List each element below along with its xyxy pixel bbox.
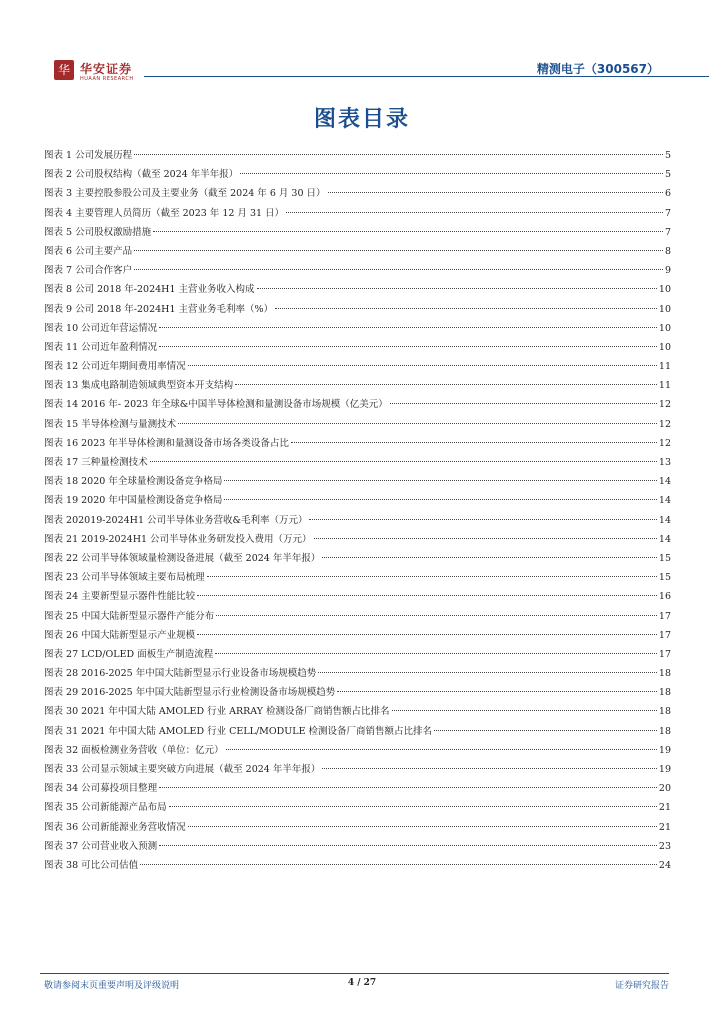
- toc-item-label: 图表 32 面板检测业务营收（单位：亿元）: [44, 744, 224, 756]
- toc-leader-dots: [257, 288, 657, 289]
- toc-leader-dots: [153, 231, 663, 232]
- toc-item[interactable]: [44, 261, 671, 280]
- toc-item-page: 21: [658, 821, 671, 833]
- toc-item-label: 图表 9 公司 2018 年-2024H1 主营业务毛利率（%）: [44, 303, 274, 315]
- toc-item[interactable]: [44, 415, 671, 434]
- toc-leader-dots: [291, 442, 657, 443]
- toc-leader-dots: [159, 845, 657, 846]
- toc-item-page: 18: [658, 706, 671, 718]
- toc-item-page: 16: [658, 591, 671, 603]
- toc-leader-dots: [140, 864, 657, 865]
- toc-item-page: 10: [658, 322, 671, 334]
- toc-item[interactable]: [44, 530, 671, 549]
- toc-item[interactable]: [44, 702, 671, 721]
- toc-item-label: 图表 38 可比公司估值: [44, 859, 139, 871]
- toc-item[interactable]: [44, 837, 671, 856]
- toc-leader-dots: [322, 557, 657, 558]
- toc-leader-dots: [390, 403, 657, 404]
- toc-item[interactable]: [44, 395, 671, 414]
- toc-item-label: 图表 25 中国大陆新型显示器件产能分布: [44, 610, 215, 622]
- toc-item-page: 7: [664, 226, 671, 238]
- toc-item-page: 15: [658, 552, 671, 564]
- toc-item[interactable]: [44, 357, 671, 376]
- toc-item-page: 23: [658, 840, 671, 852]
- toc-item[interactable]: [44, 779, 671, 798]
- toc-leader-dots: [188, 365, 657, 366]
- toc-item-label: 图表 24 主要新型显示器件性能比较: [44, 591, 196, 603]
- toc-leader-dots: [134, 269, 663, 270]
- toc-item[interactable]: [44, 760, 671, 779]
- toc-item[interactable]: [44, 242, 671, 261]
- toc-leader-dots: [314, 538, 657, 539]
- toc-item-page: 10: [658, 284, 671, 296]
- toc-leader-dots: [275, 308, 657, 309]
- toc-leader-dots: [226, 749, 657, 750]
- toc-item-page: 18: [658, 687, 671, 699]
- toc-leader-dots: [215, 653, 657, 654]
- toc-item-page: 19: [658, 744, 671, 756]
- toc-item[interactable]: [44, 856, 671, 875]
- toc-leader-dots: [207, 576, 657, 577]
- toc-item[interactable]: [44, 549, 671, 568]
- toc-leader-dots: [159, 787, 657, 788]
- toc-item[interactable]: [44, 319, 671, 338]
- toc-leader-dots: [134, 250, 663, 251]
- toc-leader-dots: [216, 615, 657, 616]
- toc-item[interactable]: [44, 280, 671, 299]
- toc-item-label: 图表 6 公司主要产品: [44, 245, 133, 257]
- toc-leader-dots: [224, 499, 657, 500]
- toc-leader-dots: [150, 461, 657, 462]
- toc-item-page: 11: [658, 361, 671, 373]
- toc-leader-dots: [235, 384, 657, 385]
- toc-item[interactable]: [44, 511, 671, 530]
- toc-item-label: 图表 33 公司显示领域主要突破方向进展（截至 2024 年半年报）: [44, 764, 321, 775]
- toc-item[interactable]: [44, 626, 671, 645]
- toc-item-page: 14: [658, 533, 671, 545]
- toc-item-page: 6: [664, 188, 671, 200]
- toc-item-page: 12: [658, 418, 671, 430]
- toc-item[interactable]: [44, 146, 671, 165]
- toc-item[interactable]: [44, 798, 671, 817]
- toc-item-label: 图表 11 公司近年盈利情况: [44, 341, 158, 353]
- toc-item-page: 13: [658, 457, 671, 468]
- toc-leader-dots: [159, 346, 657, 347]
- logo-text: 华安证券: [80, 62, 133, 76]
- toc-item-page: 12: [658, 437, 671, 449]
- toc-item-page: 8: [664, 245, 671, 257]
- toc-item-label: 图表 28 2016-2025 年中国大陆新型显示行业设备市场规模趋势: [44, 668, 317, 680]
- toc-item[interactable]: [44, 184, 671, 203]
- toc-item-label: 图表 8 公司 2018 年-2024H1 主营业务收入构成: [44, 284, 255, 296]
- toc-leader-dots: [392, 710, 657, 711]
- toc-item-label: 图表 2 公司股权结构（截至 2024 年半年报）: [44, 169, 239, 181]
- logo-subtext: HUAAN RESEARCH: [80, 76, 134, 82]
- footer-disclaimer: 敬请参阅末页重要声明及评级说明: [44, 981, 180, 991]
- toc-item-page: 20: [658, 783, 671, 795]
- toc-leader-dots: [197, 595, 657, 596]
- toc-item[interactable]: [44, 300, 671, 319]
- toc-item-label: 图表 16 2023 年半导体检测和量测设备市场各类设备占比: [44, 437, 289, 449]
- toc-item-label: 图表 10 公司近年营运情况: [44, 322, 158, 334]
- toc-item-page: 5: [664, 150, 671, 161]
- toc-leader-dots: [318, 672, 657, 673]
- page-title: 图表目录: [313, 107, 410, 132]
- toc-leader-dots: [309, 519, 656, 520]
- toc-item-page: 19: [658, 764, 671, 775]
- toc-item-page: 21: [658, 802, 671, 814]
- footer-divider: [40, 973, 669, 974]
- toc-item[interactable]: [44, 722, 671, 741]
- toc-leader-dots: [322, 768, 657, 769]
- toc-item-label: 图表 19 2020 年中国量检测设备竞争格局: [44, 495, 223, 507]
- toc-item-label: 图表 22 公司半导体领域量检测设备进展（截至 2024 年半年报）: [44, 552, 321, 564]
- toc-leader-dots: [224, 480, 657, 481]
- toc-leader-dots: [159, 327, 657, 328]
- toc-item-label: 图表 1 公司发展历程: [44, 150, 133, 161]
- toc-item-label: 图表 14 2016 年- 2023 年全球&中国半导体检测和量测设备市场规模（亿美元）: [44, 399, 388, 411]
- toc-leader-dots: [169, 806, 657, 807]
- toc-item-page: 17: [658, 610, 671, 622]
- toc-item-label: 图表 35 公司新能源产品布局: [44, 802, 167, 814]
- toc-leader-dots: [328, 192, 663, 193]
- toc-item-label: 图表 26 中国大陆新型显示产业规模: [44, 629, 196, 641]
- toc-item-page: 18: [658, 725, 671, 737]
- toc-item-label: 图表 23 公司半导体领域主要布局梳理: [44, 572, 205, 584]
- toc-item-label: 图表 27 LCD/OLED 面板生产制造流程: [44, 648, 214, 660]
- toc-item-label: 图表 3 主要控股参股公司及主要业务（截至 2024 年 6 月 30 日）: [44, 188, 326, 200]
- toc-item-label: 图表 21 2019-2024H1 公司半导体业务研发投入费用（万元）: [44, 533, 312, 545]
- toc-leader-dots: [434, 730, 657, 731]
- toc-item[interactable]: [44, 587, 671, 606]
- toc-leader-dots: [197, 634, 657, 635]
- toc-item[interactable]: [44, 453, 671, 472]
- toc-item[interactable]: [44, 741, 671, 760]
- toc-item-page: 10: [658, 341, 671, 353]
- toc-item-label: 图表 29 2016-2025 年中国大陆新型显示行业检测设备市场规模趋势: [44, 687, 336, 699]
- toc-item-page: 17: [658, 648, 671, 660]
- toc-item-label: 图表 202019-2024H1 公司半导体业务营收&毛利率（万元）: [44, 514, 308, 526]
- company-title: 精测电子（300567）: [536, 62, 659, 76]
- page-number: 4 / 27: [347, 978, 377, 988]
- toc-item[interactable]: [44, 472, 671, 491]
- toc-item-label: 图表 7 公司合作客户: [44, 265, 133, 277]
- toc-item-page: 18: [658, 668, 671, 680]
- toc-leader-dots: [188, 826, 657, 827]
- toc-item[interactable]: [44, 607, 671, 626]
- toc-item-label: 图表 36 公司新能源业务营收情况: [44, 821, 186, 833]
- page-header: [40, 58, 684, 86]
- toc-item-page: 7: [664, 207, 671, 219]
- toc-item-label: 图表 34 公司募投项目整理: [44, 783, 158, 795]
- toc-item-label: 图表 17 三种量检测技术: [44, 457, 148, 468]
- toc-leader-dots: [240, 173, 663, 174]
- toc-item-page: 9: [664, 265, 671, 277]
- toc-item-page: 14: [658, 476, 671, 488]
- toc-item[interactable]: [44, 645, 671, 664]
- toc-item[interactable]: [44, 491, 671, 510]
- toc-item[interactable]: [44, 664, 671, 683]
- toc-item-page: 10: [658, 303, 671, 315]
- toc-item-page: 11: [658, 380, 671, 392]
- toc-item-page: 12: [658, 399, 671, 411]
- logo-icon: 华: [54, 60, 74, 80]
- toc-item-label: 图表 5 公司股权激励措施: [44, 226, 152, 238]
- footer-report-type: 证券研究报告: [614, 981, 669, 991]
- toc-item-label: 图表 12 公司近年期间费用率情况: [44, 361, 186, 373]
- toc-item[interactable]: [44, 376, 671, 395]
- toc-item[interactable]: [44, 434, 671, 453]
- toc-item-page: 17: [658, 629, 671, 641]
- toc-item-label: 图表 13 集成电路制造领域典型资本开支结构: [44, 380, 234, 392]
- toc-item-page: 5: [664, 169, 671, 181]
- toc-item-label: 图表 15 半导体检测与量测技术: [44, 418, 177, 430]
- toc-item-label: 图表 4 主要管理人员简历（截至 2023 年 12 月 31 日）: [44, 207, 285, 219]
- toc-item[interactable]: [44, 223, 671, 242]
- toc-item-label: 图表 37 公司营业收入预测: [44, 840, 158, 852]
- toc-item[interactable]: [44, 338, 671, 357]
- toc-item-page: 15: [658, 572, 671, 584]
- toc-leader-dots: [337, 691, 657, 692]
- toc-item[interactable]: [44, 818, 671, 837]
- toc-item[interactable]: [44, 568, 671, 587]
- toc-item-label: 图表 30 2021 年中国大陆 AMOLED 行业 ARRAY 检测设备厂商销售额占比排名: [44, 706, 390, 718]
- toc-list: [44, 146, 671, 875]
- toc-item[interactable]: [44, 165, 671, 184]
- toc-item-page: 14: [658, 495, 671, 507]
- toc-leader-dots: [286, 212, 663, 213]
- toc-item-page: 24: [658, 859, 671, 871]
- toc-item[interactable]: [44, 683, 671, 702]
- toc-leader-dots: [178, 423, 657, 424]
- toc-item[interactable]: [44, 204, 671, 223]
- toc-item-label: 图表 18 2020 年全球量检测设备竞争格局: [44, 476, 223, 488]
- toc-leader-dots: [134, 154, 663, 155]
- toc-item-label: 图表 31 2021 年中国大陆 AMOLED 行业 CELL/MODULE 检测设备厂商销售额占比排名: [44, 725, 433, 737]
- toc-item-page: 14: [658, 514, 671, 526]
